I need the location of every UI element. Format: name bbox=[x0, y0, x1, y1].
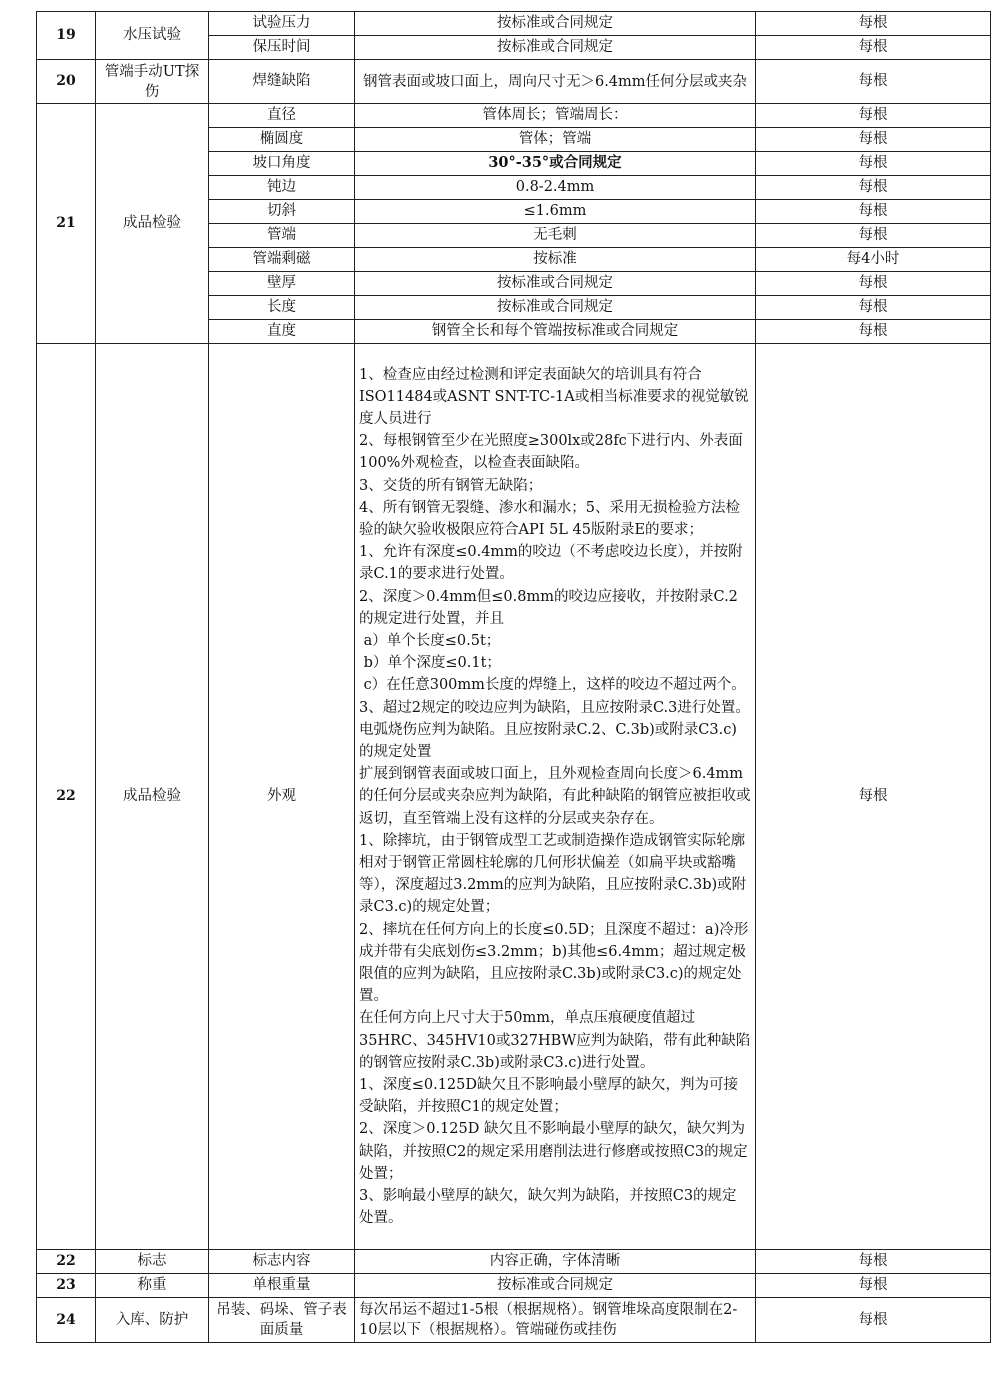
appearance-requirements bbox=[355, 344, 756, 1250]
table-row bbox=[37, 1298, 991, 1343]
frequency: 每根 bbox=[756, 200, 991, 224]
requirement-line: c）在任意300mm长度的焊缝上，这样的咬边不超过两个。 bbox=[359, 677, 746, 694]
sub-item: 单根重量 bbox=[209, 1274, 355, 1298]
row-number: 22 bbox=[37, 344, 96, 1250]
requirement-line: 1、检查应由经过检测和评定表面缺欠的培训具有符合ISO11484或ASNT SNT-TC-1A或相当标准要求的视觉敏锐度人员进行 bbox=[359, 366, 749, 427]
requirement: 按标准或合同规定 bbox=[355, 272, 756, 296]
frequency: 每根 bbox=[756, 1298, 991, 1343]
sub-item: 焊缝缺陷 bbox=[209, 60, 355, 104]
sub-item: 壁厚 bbox=[209, 272, 355, 296]
sub-item: 坡口角度 bbox=[209, 152, 355, 176]
frequency: 每4小时 bbox=[756, 248, 991, 272]
sub-item: 试验压力 bbox=[209, 12, 355, 36]
requirement: 管体；管端 bbox=[355, 128, 756, 152]
frequency: 每根 bbox=[756, 1274, 991, 1298]
requirement-line: 3、超过2规定的咬边应判为缺陷，且应按附录C.3进行处置。 bbox=[359, 699, 750, 716]
inspection-item: 标志 bbox=[96, 1250, 209, 1274]
frequency: 每根 bbox=[756, 1250, 991, 1274]
requirement-line: a）单个长度≤0.5t； bbox=[359, 632, 501, 649]
requirement: 按标准或合同规定 bbox=[355, 296, 756, 320]
sub-item: 长度 bbox=[209, 296, 355, 320]
frequency: 每根 bbox=[756, 320, 991, 344]
sub-item: 标志内容 bbox=[209, 1250, 355, 1274]
table-row bbox=[37, 344, 991, 1250]
requirement-line: 4、所有钢管无裂缝、渗水和漏水；5、采用无损检验方法检验的缺欠验收极限应符合API 5L 45版附录E的要求； bbox=[359, 499, 740, 538]
frequency: 每根 bbox=[756, 224, 991, 248]
frequency: 每根 bbox=[756, 104, 991, 128]
inspection-item: 入库、防护 bbox=[96, 1298, 209, 1343]
requirement-line: 2、深度＞0.125D 缺欠且不影响最小壁厚的缺欠，缺欠判为缺陷，并按照C2的规定采用磨削法进行修磨或按照C3的规定处置； bbox=[359, 1121, 748, 1182]
sub-item: 直度 bbox=[209, 320, 355, 344]
requirement: 内容正确，字体清晰 bbox=[355, 1250, 756, 1274]
frequency: 每根 bbox=[756, 152, 991, 176]
table-row bbox=[37, 12, 991, 36]
inspection-item: 管端手动UT探伤 bbox=[96, 60, 209, 104]
requirement-line: 在任何方向上尺寸大于50mm，单点压痕硬度值超过35HRC、345HV10或327HBW应判为缺陷，带有此种缺陷的钢管应按附录C.3b)或附录C3.c)进行处置。 bbox=[359, 1010, 751, 1071]
inspection-item: 水压试验 bbox=[96, 12, 209, 60]
requirement: 钢管全长和每个管端按标准或合同规定 bbox=[355, 320, 756, 344]
row-number: 23 bbox=[37, 1274, 96, 1298]
requirement-line: 1、深度≤0.125D缺欠且不影响最小壁厚的缺欠，判为可接受缺陷，并按照C1的规定处置； bbox=[359, 1077, 739, 1116]
row-number: 22 bbox=[37, 1250, 96, 1274]
requirement-line: 2、每根钢管至少在光照度≥300lx或28fc下进行内、外表面100%外观检查，以检查表面缺陷。 bbox=[359, 433, 743, 472]
inspection-table bbox=[36, 11, 991, 1343]
requirement-line: b）单个深度≤0.1t； bbox=[359, 655, 501, 672]
frequency: 每根 bbox=[756, 12, 991, 36]
sub-item: 管端剩磁 bbox=[209, 248, 355, 272]
requirement-line: 1、除摔坑，由于钢管成型工艺或制造操作造成钢管实际轮廓相对于钢管正常圆柱轮廓的几何形状偏差（如扁平块或豁嘴等），深度超过3.2mm的应判为缺陷，且应按附录C.3b)或附录C3.c)的规定处置； bbox=[359, 832, 747, 916]
table-row bbox=[37, 1250, 991, 1274]
requirement: 每次吊运不超过1-5根（根据规格）。钢管堆垛高度限制在2-10层以下（根据规格）。管端碰伤或挂伤 bbox=[355, 1298, 756, 1343]
table-row bbox=[37, 60, 991, 104]
frequency: 每根 bbox=[756, 344, 991, 1250]
requirement: 管体周长；管端周长： bbox=[355, 104, 756, 128]
requirement: 0.8-2.4mm bbox=[355, 176, 756, 200]
requirement-line: 1、允许有深度≤0.4mm的咬边（不考虑咬边长度），并按附录C.1的要求进行处置。 bbox=[359, 544, 743, 583]
row-number: 21 bbox=[37, 104, 96, 344]
requirement: 按标准或合同规定 bbox=[355, 12, 756, 36]
inspection-item: 成品检验 bbox=[96, 344, 209, 1250]
frequency: 每根 bbox=[756, 296, 991, 320]
requirement-line: 2、深度＞0.4mm但≤0.8mm的咬边应接收，并按附录C.2的规定进行处置，并且 bbox=[359, 588, 738, 627]
sub-item: 椭圆度 bbox=[209, 128, 355, 152]
sub-item: 直径 bbox=[209, 104, 355, 128]
row-number: 24 bbox=[37, 1298, 96, 1343]
requirement-line: 扩展到钢管表面或坡口面上，且外观检查周向长度＞6.4mm的任何分层或夹杂应判为缺陷，有此种缺陷的钢管应被拒收或返切，直至管端上没有这样的分层或夹杂存在。 bbox=[359, 766, 751, 827]
requirement: 无毛刺 bbox=[355, 224, 756, 248]
sub-item: 管端 bbox=[209, 224, 355, 248]
requirement: 按标准 bbox=[355, 248, 756, 272]
table-row bbox=[37, 1274, 991, 1298]
inspection-item: 成品检验 bbox=[96, 104, 209, 344]
frequency: 每根 bbox=[756, 36, 991, 60]
table-row bbox=[37, 104, 991, 128]
requirement-line: 电弧烧伤应判为缺陷。且应按附录C.2、C.3b)或附录C3.c)的规定处置 bbox=[359, 721, 737, 760]
requirement: 按标准或合同规定 bbox=[355, 1274, 756, 1298]
requirement: 30°-35°或合同规定 bbox=[355, 152, 756, 176]
sub-item: 外观 bbox=[209, 344, 355, 1250]
frequency: 每根 bbox=[756, 128, 991, 152]
requirement-line: 3、影响最小壁厚的缺欠，缺欠判为缺陷，并按照C3的规定处置。 bbox=[359, 1188, 737, 1227]
requirement: 按标准或合同规定 bbox=[355, 36, 756, 60]
inspection-item: 称重 bbox=[96, 1274, 209, 1298]
requirement-line: 2、摔坑在任何方向上的长度≤0.5D；且深度不超过：a)冷形成并带有尖底划伤≤3.2mm；b)其他≤6.4mm；超过规定极限值的应判为缺陷，且应按附录C.3b)或附录C3.c)的规定处置。 bbox=[359, 921, 749, 1005]
sub-item: 保压时间 bbox=[209, 36, 355, 60]
sub-item: 吊装、码垛、管子表面质量 bbox=[209, 1298, 355, 1343]
sub-item: 钝边 bbox=[209, 176, 355, 200]
frequency: 每根 bbox=[756, 176, 991, 200]
frequency: 每根 bbox=[756, 60, 991, 104]
requirement-line: 3、交货的所有钢管无缺陷； bbox=[359, 477, 543, 494]
requirement: ≤1.6mm bbox=[355, 200, 756, 224]
sub-item: 切斜 bbox=[209, 200, 355, 224]
frequency: 每根 bbox=[756, 272, 991, 296]
row-number: 19 bbox=[37, 12, 96, 60]
row-number: 20 bbox=[37, 60, 96, 104]
requirement: 钢管表面或坡口面上，周向尺寸无＞6.4mm任何分层或夹杂 bbox=[355, 60, 756, 104]
